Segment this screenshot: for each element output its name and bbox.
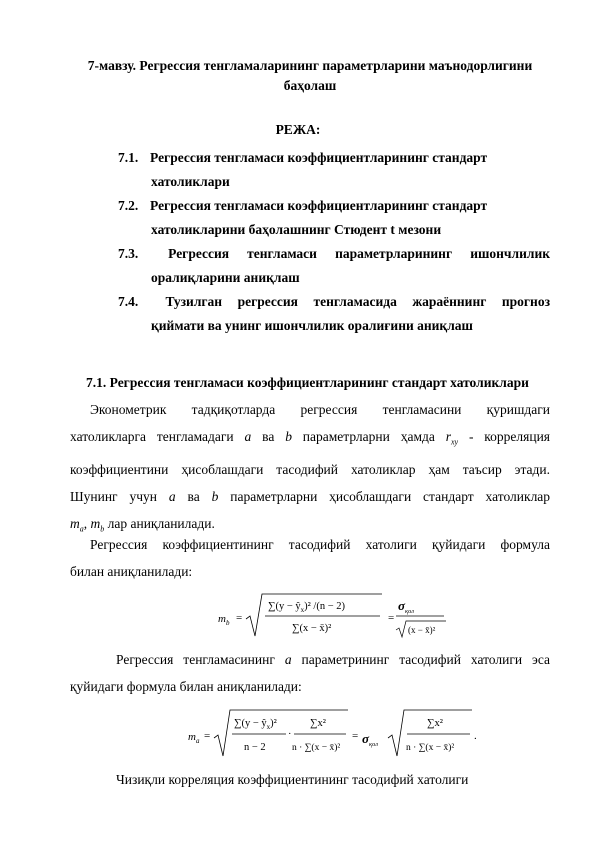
plan-item-number: 7.2.: [118, 198, 139, 213]
equals-sign: =: [388, 612, 395, 624]
paragraph-2: [70, 531, 550, 585]
plan-heading: РЕЖА:: [275, 122, 321, 137]
plan-item-number: 7.4.: [118, 294, 139, 309]
paragraph-3: [70, 646, 550, 700]
paragraph-line: $m_a$, $m_b$ лар аниқланилади.: [70, 515, 215, 534]
equals-sign: =: [236, 612, 243, 624]
period: .: [474, 730, 477, 742]
formula-denominator: n − 2: [244, 742, 266, 753]
paragraph-line: қуйидаги формула билан аниқланилади:: [70, 679, 302, 694]
paragraph-line: хатоликларга тенгламадаги a ва b параметрларни ҳамда $r_{xy}$ - корреляция: [70, 429, 551, 447]
formula-denominator: n · ∑(x − x̄)²: [406, 743, 455, 753]
plan-item-text: Регрессия тенгламаси коэффициентларининг стандарт: [150, 150, 488, 165]
plan-item-1: [118, 146, 550, 194]
paragraph-line: коэффициентини ҳисоблашдаги тасодифий хатоликлар ҳам таъсир этади.: [70, 461, 550, 477]
formula-numerator: ∑x²: [427, 718, 443, 729]
plan-item-text: Тузилган регрессия тенгламасида жараённинг прогноз: [165, 294, 551, 309]
plan-item-number: 7.3.: [118, 246, 139, 261]
plan-item-number: 7.1.: [118, 150, 139, 165]
section-heading: 7.1. Регрессия тенгламаси коэффициентларининг стандарт хатоликлари: [86, 375, 529, 390]
plan-item-4: [118, 290, 550, 338]
plan-item-text: Регрессия тенгламаси параметрларининг ишончлилик: [168, 246, 550, 261]
formula-denominator: n · ∑(x − x̄)²: [292, 743, 341, 753]
plan-item-text: хатоликлари: [151, 174, 230, 189]
plan-item-3: [118, 242, 550, 290]
plan-item-text: хатоликларини баҳолашнинг Стюдент t мезони: [151, 222, 442, 237]
formula-standard-error-b: [210, 588, 450, 642]
formula-denominator: (x − x̄)²: [408, 625, 436, 635]
formula-numerator: $\sum(y - ŷ_x)^2$: [234, 718, 277, 731]
paragraph-4: Чизиқли корреляция коэффициентининг тасодифий хатолиги: [116, 772, 469, 787]
plan-item-text: қиймати ва унинг ишончлилик оралиғини аниқлаш: [151, 318, 473, 333]
paragraph-line: Регрессия тенгламасининг a параметрининг тасодифий хатолиги эса: [116, 652, 550, 667]
plan-item-2: [118, 194, 550, 242]
formula-denominator: ∑(x − x̄)²: [292, 623, 332, 634]
formula-lhs: $m_b$: [218, 613, 230, 627]
paragraph-line: Шунинг учун a ва b параметрларни ҳисоблашдаги стандарт хатоликлар: [70, 488, 551, 504]
sigma-symbol: $\sigma_{қол}$: [398, 598, 414, 615]
document-title: 7-мавзу. Регрессия тенгламаларининг параметрларини маънодорлигини баҳолаш: [87, 58, 533, 93]
sigma-symbol: $\sigma_{қол}$: [362, 731, 378, 748]
dot-operator: ·: [288, 729, 292, 740]
paragraph-line: Регрессия коэффициентининг тасодифий хатолиги қуйидаги формула: [90, 537, 550, 552]
formula-numerator: ∑x²: [310, 718, 326, 729]
paragraph-line: билан аниқланилади:: [70, 564, 193, 579]
formula-lhs: $m_a$: [188, 731, 200, 745]
formula-numerator: $\sum(y - ŷ_x)^2$ /(n − 2): [268, 601, 346, 614]
equals-sign: =: [204, 730, 211, 742]
paragraph-line: Эконометрик тадқиқотларда регрессия тенгламасини қуришдаги: [90, 402, 550, 417]
paragraph-1: [70, 396, 550, 542]
equals-sign: =: [352, 730, 359, 742]
plan-item-text: Регрессия тенгламаси коэффициентларининг стандарт: [150, 198, 488, 213]
formula-standard-error-a: [182, 704, 502, 764]
plan-item-text: оралиқларини аниқлаш: [151, 270, 300, 285]
